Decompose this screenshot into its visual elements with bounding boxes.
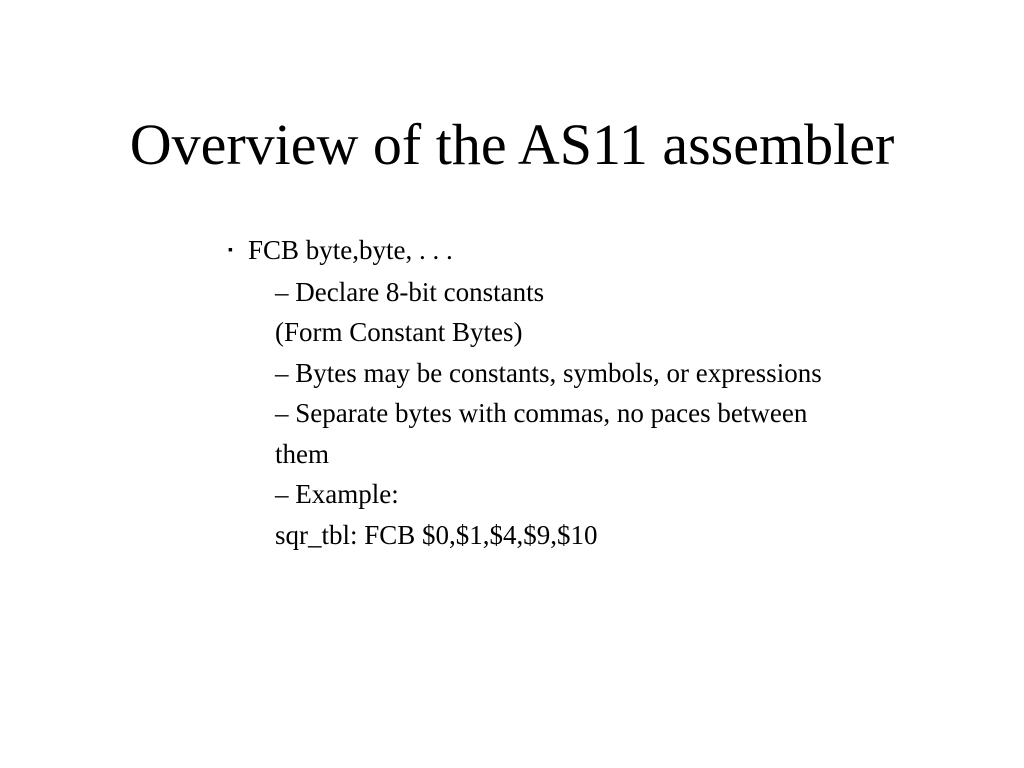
sub-line-code-example: sqr_tbl: FCB $0,$1,$4,$9,$10 (275, 519, 598, 550)
square-bullet-icon: ▪ (228, 243, 233, 258)
sub-line-form-constant-bytes: (Form Constant Bytes) (275, 317, 523, 347)
sub-line-separate-bytes: – Separate bytes with commas, no paces between (275, 398, 808, 428)
bullet-item (228, 230, 1008, 272)
sub-line-them: them (275, 438, 329, 469)
slide-body (228, 230, 1008, 555)
sub-line-example: – Example: (275, 479, 399, 509)
bullet-text: FCB byte,byte, . . . (248, 235, 453, 265)
slide-title: Overview of the AS11 assembler (129, 112, 895, 177)
sub-line-bytes-may-be: – Bytes may be constants, symbols, or expressions (275, 357, 822, 388)
sub-line-declare: – Declare 8-bit constants (275, 276, 545, 307)
